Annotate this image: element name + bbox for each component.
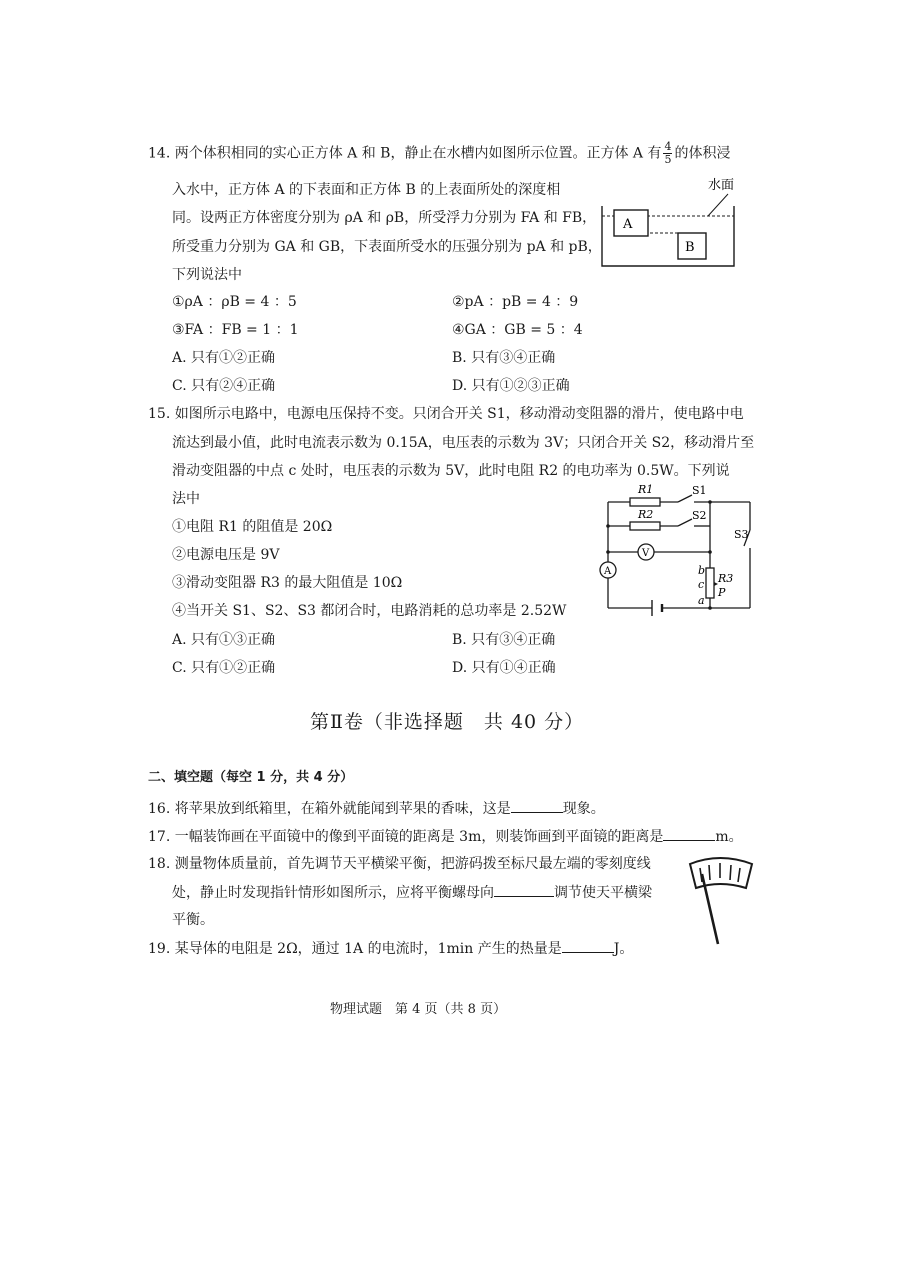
q14-option-a: A. 只有①②正确 bbox=[172, 350, 276, 366]
q14-statement-2: ②pA ：pB = 4 ：9 bbox=[452, 294, 579, 310]
svg-text:R3: R3 bbox=[718, 572, 734, 585]
svg-text:B: B bbox=[685, 240, 695, 255]
resistor-r1 bbox=[630, 498, 660, 506]
q14-line4: 所受重力分别为 GA 和 GB，下表面所受水的压强分别为 pA 和 pB， bbox=[172, 239, 602, 255]
q15-line3: 滑动变阻器的中点 c 处时，电压表的示数为 5V，此时电阻 R2 的电功率为 0.5W。下列说 bbox=[172, 463, 730, 479]
q15-statement-3: ③滑动变阻器 R3 的最大阻值是 10Ω bbox=[172, 575, 403, 591]
q18-line2: 处，静止时发现指针情形如图所示，应将平衡螺母向 调节使天平横梁 bbox=[172, 882, 652, 903]
svg-text:S2: S2 bbox=[692, 509, 707, 522]
q15-option-d: D. 只有①④正确 bbox=[452, 660, 556, 676]
svg-text:b: b bbox=[698, 564, 706, 577]
q14-line1: 14. 两个体积相同的实心正方体 A 和 B，静止在水槽内如图所示位置。正方体 A 有 $\frac{4}{5}$ 的体积浸 bbox=[148, 140, 731, 166]
svg-text:P: P bbox=[718, 586, 726, 599]
q18-line3: 平衡。 bbox=[172, 912, 214, 928]
q15-line4: 法中 bbox=[172, 491, 200, 507]
rheostat-r3 bbox=[706, 568, 714, 598]
q15-line1: 15. 如图所示电路中，电源电压保持不变。只闭合开关 S1，移动滑动变阻器的滑片，使电路中电 bbox=[148, 406, 744, 422]
answer-blank[interactable] bbox=[562, 938, 614, 953]
svg-text:S1: S1 bbox=[692, 484, 707, 497]
part2-title: 第Ⅱ卷（非选择题 共 40 分） bbox=[310, 711, 585, 733]
q19: 19. 某导体的电阻是 2Ω，通过 1A 的电流时，1min 产生的热量是 J。 bbox=[148, 938, 633, 959]
q15-statement-2: ②电源电压是 9V bbox=[172, 547, 280, 563]
q14-line5: 下列说法中 bbox=[172, 267, 242, 283]
page-footer: 物理试题 第 4 页（共 8 页） bbox=[330, 1002, 507, 1017]
q18-line1: 18. 测量物体质量前，首先调节天平横梁平衡，把游码拨至标尺最左端的零刻度线 bbox=[148, 856, 651, 872]
q15-statement-1: ①电阻 R1 的阻值是 20Ω bbox=[172, 519, 333, 535]
q14-statement-4: ④GA ：GB = 5 ：4 bbox=[452, 322, 583, 338]
water-surface-label: 水面 bbox=[708, 178, 735, 193]
q15-option-c: C. 只有①②正确 bbox=[172, 660, 276, 676]
q14-statement-1: ①ρA ：ρB = 4 ：5 bbox=[172, 294, 297, 310]
q14-tank-figure bbox=[596, 172, 742, 272]
svg-text:R2: R2 bbox=[638, 508, 654, 521]
answer-blank[interactable] bbox=[511, 798, 563, 813]
q15-option-a: A. 只有①③正确 bbox=[172, 632, 276, 648]
section-heading: 二、填空题（每空 1 分，共 4 分） bbox=[148, 770, 354, 785]
answer-blank[interactable] bbox=[494, 882, 554, 897]
svg-text:R1: R1 bbox=[638, 483, 654, 496]
answer-blank[interactable] bbox=[663, 826, 715, 841]
q14-option-b: B. 只有③④正确 bbox=[452, 350, 556, 366]
balance-pointer-figure bbox=[680, 848, 762, 948]
q14-line3: 同。设两正方体密度分别为 ρA 和 ρB，所受浮力分别为 FA 和 FB， bbox=[172, 210, 597, 226]
svg-text:V: V bbox=[642, 548, 650, 559]
q14-statement-3: ③FA ：FB = 1 ：1 bbox=[172, 322, 299, 338]
q15-option-b: B. 只有③④正确 bbox=[452, 632, 556, 648]
svg-text:S3: S3 bbox=[734, 528, 749, 541]
q14-option-d: D. 只有①②③正确 bbox=[452, 378, 570, 394]
svg-text:A: A bbox=[604, 566, 612, 577]
switch-s1 bbox=[678, 495, 692, 502]
q17: 17. 一幅装饰画在平面镜中的像到平面镜的距离是 3m，则装饰画到平面镜的距离是 m。 bbox=[148, 826, 743, 847]
q14-line2: 入水中，正方体 A 的下表面和正方体 B 的上表面所处的深度相 bbox=[172, 182, 561, 198]
q15-statement-4: ④当开关 S1、S2、S3 都闭合时，电路消耗的总功率是 2.52W bbox=[172, 603, 567, 619]
svg-text:c: c bbox=[698, 578, 705, 591]
resistor-r2 bbox=[630, 522, 660, 530]
svg-text:A: A bbox=[623, 217, 633, 232]
switch-s2 bbox=[678, 519, 692, 526]
q16: 16. 将苹果放到纸箱里，在箱外就能闻到苹果的香味，这是 现象。 bbox=[148, 798, 605, 819]
q15-circuit-figure bbox=[590, 478, 770, 628]
q14-option-c: C. 只有②④正确 bbox=[172, 378, 276, 394]
svg-text:a: a bbox=[698, 594, 705, 607]
fraction: $\frac{4}{5}$ bbox=[664, 140, 672, 166]
q15-line2: 流达到最小值，此时电流表示数为 0.15A，电压表的示数为 3V；只闭合开关 S2，移动滑片至 bbox=[172, 435, 755, 451]
